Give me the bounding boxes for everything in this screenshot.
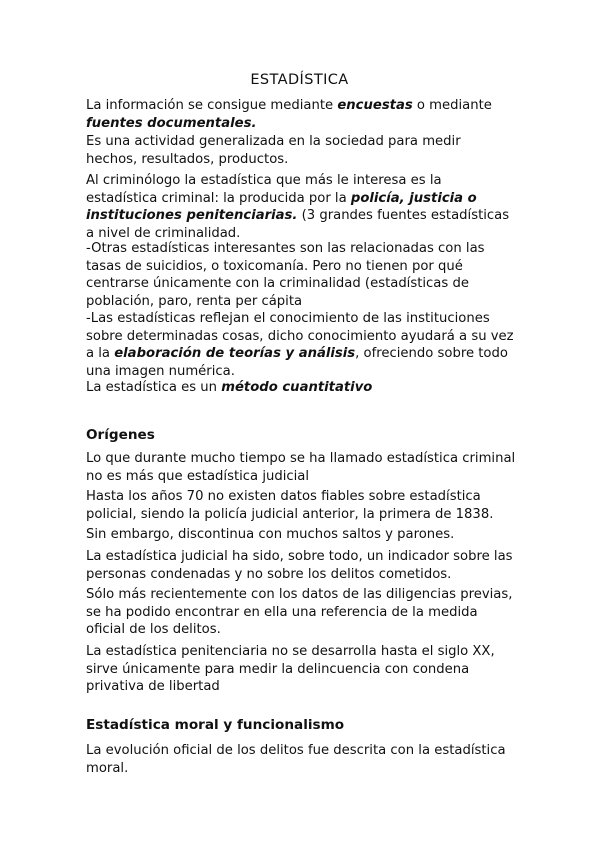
document-title: ESTADÍSTICA [250,72,349,88]
emphasis-fuentes: fuentes documentales. [86,115,257,131]
paragraph-activity: Es una actividad generalizada en la sociedad para medir hechos, resultados, productos. [86,134,461,167]
emphasis-institutions: policía, justicia o instituciones penitenciarias. [86,190,477,224]
paragraph-moral-1: La evolución oficial de los delitos fue descrita con la estadística moral. [86,743,506,776]
paragraph-origin-6: La estadística penitenciaria no se desarrolla hasta el siglo XX, sirve únicamente para medir la delincuencia con condena privativa de libertad [86,644,495,695]
paragraph-other-stats: -Otras estadísticas interesantes son las relacionadas con las tasas de suicidios, o toxicomanía. Pero no tienen por qué centrarse únicamente con la criminalidad (estadísticas de población, paro, renta per cápita [86,241,485,309]
paragraph-origin-4: La estadística judicial ha sido, sobre todo, un indicador sobre las personas condenadas y no sobre los delitos cometidos. [86,549,513,582]
text-run: o mediante [412,98,492,113]
paragraph-criminal-stats [86,172,516,242]
text-run: Al criminólogo la estadística que más le interesa es la estadística criminal: la producida por la [86,173,442,206]
text-run: (3 grandes fuentes estadísticas a nivel de criminalidad. [86,208,510,241]
paragraph-origin-1: Lo que durante mucho tiempo se ha llamado estadística criminal no es más que estadística judicial [86,451,516,484]
paragraph-origin-5: Sólo más recientemente con los datos de las diligencias previas, se ha podido encontrar en ella una referencia de la medida oficial de los delitos. [86,587,513,638]
text-run: La información se consigue mediante [86,98,338,113]
emphasis-method: método cuantitativo [221,380,373,395]
paragraph-origin-3: Sin embargo, discontinua con muchos saltos y parones. [86,527,455,542]
heading-moral-statistics: Estadística moral y funcionalismo [86,717,345,733]
heading-origenes: Orígenes [86,427,155,443]
emphasis-theories: elaboración de teorías y análisis [114,346,356,362]
paragraph-sources [86,97,516,132]
text-run: La estadística es un [86,380,222,395]
paragraph-method [86,379,516,397]
paragraph-origin-2: Hasta los años 70 no existen datos fiables sobre estadística policial, siendo la policía judicial anterior, la primera de 1838. [86,489,494,522]
emphasis-encuestas: encuestas [337,98,413,113]
text-run: , ofreciendo sobre todo una imagen numérica. [86,346,508,379]
paragraph-knowledge [86,310,516,380]
text-run: -Las estadísticas reflejan el conocimiento de las instituciones sobre determinadas cosas, dicho conocimiento ayudará a su vez a la [86,311,514,362]
